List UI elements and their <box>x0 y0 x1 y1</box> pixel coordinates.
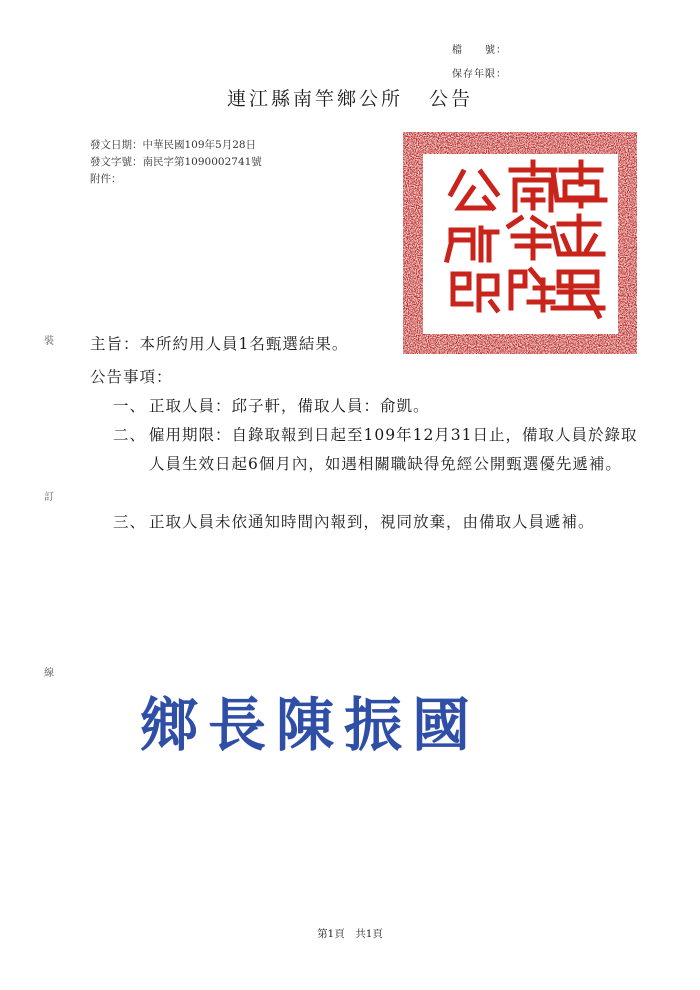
official-seal <box>403 132 637 354</box>
archive-number-label: 檔 號： <box>452 45 507 56</box>
item-number: 一、 <box>113 397 147 415</box>
item-text: 正取人員：邱子軒，備取人員：俞凱。 <box>149 397 430 415</box>
item-text: 正取人員未依通知時間內報到，視同放棄，由備取人員遞補。 <box>149 513 595 531</box>
notice-item <box>113 421 653 479</box>
title-organization: 連江縣南竿鄉公所 <box>226 88 403 110</box>
item-number: 三、 <box>113 513 147 531</box>
binding-mark-middle: 訂 <box>44 492 54 503</box>
notice-heading: 公告事項： <box>90 368 173 386</box>
item-number: 二、 <box>113 426 147 444</box>
subject-line: 主旨：本所約用人員1名甄選結果。 <box>90 335 349 353</box>
notice-item <box>113 508 653 537</box>
retention-period-label: 保存年限： <box>452 69 507 80</box>
binding-mark-top: 裝 <box>44 336 54 347</box>
document-title <box>0 84 700 111</box>
title-doc-type: 公告 <box>429 88 474 110</box>
mayor-signature: 鄉長陳振國 <box>140 691 481 759</box>
notice-item <box>113 392 653 421</box>
binding-mark-bottom: 線 <box>44 668 54 679</box>
issue-number: 發文字號：南民字第1090002741號 <box>90 156 262 168</box>
attachment-label: 附件： <box>90 173 122 185</box>
page-number: 第1頁 共1頁 <box>317 928 383 940</box>
item-text: 僱用期限：自錄取報到日起至109年12月31日止，備取人員於錄取人員生效日起6個月內，如遇相關職缺得免經公開甄選優先遞補。 <box>149 426 638 473</box>
issue-date: 發文日期：中華民國109年5月28日 <box>90 139 257 151</box>
